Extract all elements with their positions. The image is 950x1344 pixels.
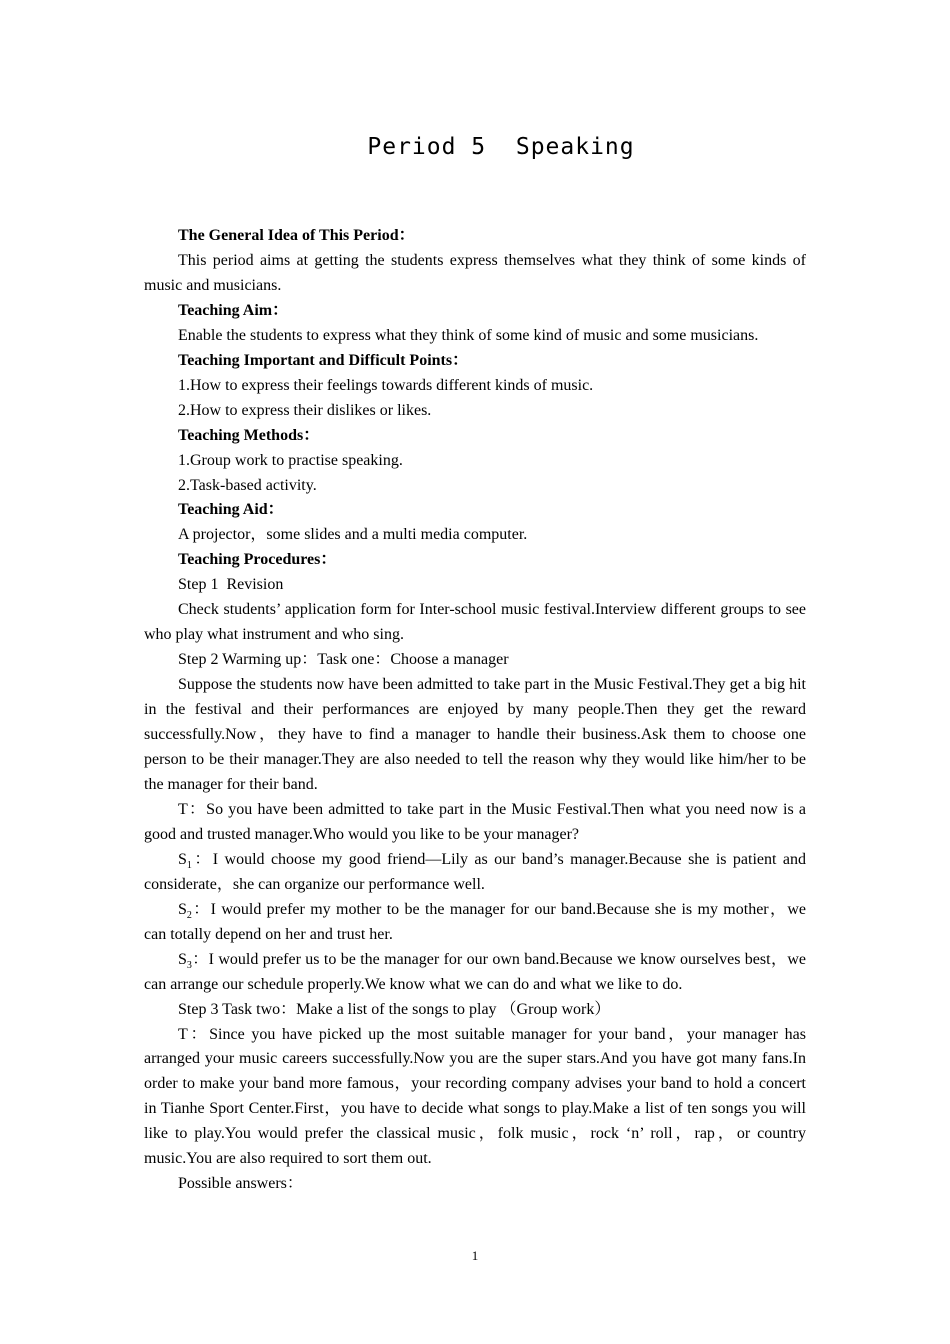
speaker-subscript: 3	[186, 959, 192, 971]
paragraph: Enable the students to express what they think of some kind of music and some musicians.	[178, 326, 759, 344]
step-label: Step 3 Task two：Make a list of the songs to play （Group work）	[178, 1000, 611, 1018]
dialogue-line: T：So you have been admitted to take part in the Music Festival.Then what you need now is a good and trusted manager.Who would you like to be your manager?	[144, 800, 806, 843]
dialogue-text: ：I would prefer us to be the manager for our own band.Because we know ourselves best，we can arrange our schedule properly.We know what we can do and what we like to do.	[144, 950, 806, 993]
heading-general-idea: The General Idea of This Period：	[178, 227, 415, 244]
heading-teaching-procedures: Teaching Procedures：	[178, 551, 337, 569]
paragraph: Suppose the students now have been admitted to take part in the Music Festival.They get a big hit in the festival and their performances are enjoyed by many people.Then they get the reward successfully.Now，they have to find a manager to handle their business.Ask them to choose one person to be their manager.They are also needed to tell the reason why they would like him/her to be the manager for their band.	[144, 676, 807, 793]
dialogue-line	[144, 948, 806, 998]
dialogue-text: ：I would prefer my mother to be the manager for our band.Because she is my mother，we can totally depend on her and trust her.	[144, 900, 806, 943]
speaker-label: S	[178, 850, 187, 868]
dialogue-line: T：Since you have picked up the most suitable manager for your band，your manager has arranged your music careers successfully.Now you are the super stars.And you have got many fans.In order to make your band more famous，your recording company advises your band to hold a concert in Tianhe Sport Center.First，you have to decide what songs to play.Make a list of ten songs you will like to play.You would prefer the classical music，folk music，rock ‘n’ roll，rap，or country music.You are also required to sort them out.	[144, 1025, 807, 1168]
page-title: Period 5 Speaking	[367, 134, 635, 160]
paragraph: Check students’ application form for Inter-school music festival.Interview different groups to see who play what instrument and who sing.	[144, 601, 806, 644]
step-label: Step 1 Revision	[178, 576, 284, 594]
paragraph: This period aims at getting the students express themselves what they think of some kinds of music and musicians.	[144, 251, 806, 294]
dialogue-text: ：I would choose my good friend—Lily as our band’s manager.Because she is patient and considerate，she can organize our performance well.	[144, 850, 806, 893]
list-item: 2.How to express their dislikes or likes.	[178, 401, 432, 419]
list-item: 1.How to express their feelings towards different kinds of music.	[178, 376, 594, 394]
speaker-label: S	[178, 950, 187, 968]
heading-teaching-aid: Teaching Aid：	[178, 501, 284, 519]
paragraph: A projector，some slides and a multi media computer.	[178, 526, 528, 544]
speaker-label: S	[178, 900, 187, 918]
page-number: 1	[471, 1248, 479, 1263]
dialogue-line	[144, 848, 806, 898]
list-item: 1.Group work to practise speaking.	[178, 451, 403, 469]
heading-important-points: Teaching Important and Difficult Points：	[178, 351, 469, 369]
heading-teaching-methods: Teaching Methods：	[178, 426, 320, 444]
paragraph: Possible answers：	[178, 1175, 303, 1193]
document-body	[144, 224, 806, 1197]
dialogue-line	[144, 898, 806, 948]
speaker-subscript: 1	[186, 860, 192, 872]
step-label: Step 2 Warming up：Task one：Choose a manager	[178, 651, 509, 669]
heading-teaching-aim: Teaching Aim：	[178, 301, 289, 319]
speaker-subscript: 2	[186, 909, 192, 921]
list-item: 2.Task-based activity.	[178, 476, 317, 494]
